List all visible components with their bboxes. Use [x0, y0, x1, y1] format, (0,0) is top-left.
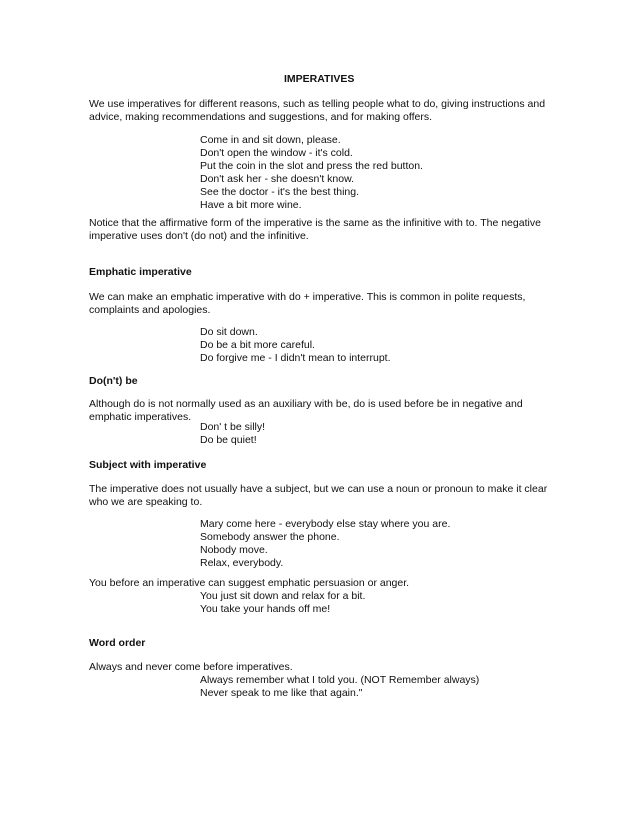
section-heading-emphatic: Emphatic imperative [89, 266, 192, 278]
subject-you-examples [200, 590, 365, 616]
example-line: Put the coin in the slot and press the red button. [200, 160, 423, 172]
notice-paragraph: Notice that the affirmative form of the imperative is the same as the infinitive with to. The negative imperative uses don't (do not) and the infinitive. [89, 217, 541, 242]
subject-examples [200, 518, 450, 570]
example-line: Do be a bit more careful. [200, 339, 315, 351]
dont-be-examples [200, 421, 265, 447]
section-text-dont-be: Although do is not normally used as an auxiliary with be, do is used before be in negative and emphatic imperatives. [89, 398, 523, 423]
section-text-emphatic: We can make an emphatic imperative with do + imperative. This is common in polite requests, complaints and apologies. [89, 291, 526, 316]
section-heading-dont-be: Do(n't) be [89, 375, 138, 387]
example-line: Mary come here - everybody else stay where you are. [200, 518, 451, 530]
word-order-examples [200, 674, 479, 700]
example-line: Don't ask her - she doesn't know. [200, 173, 355, 185]
example-line: You just sit down and relax for a bit. [200, 590, 366, 602]
example-line: Relax, everybody. [200, 557, 284, 569]
example-line: You take your hands off me! [200, 603, 331, 615]
example-line: See the doctor - it's the best thing. [200, 186, 360, 198]
page-title: IMPERATIVES [284, 73, 355, 85]
example-line: Don' t be silly! [200, 421, 266, 433]
example-line: Come in and sit down, please. [200, 134, 341, 146]
section-heading-word-order: Word order [89, 637, 146, 649]
example-line: Don't open the window - it's cold. [200, 147, 353, 159]
example-line: Do sit down. [200, 326, 258, 338]
example-line: Have a bit more wine. [200, 199, 302, 211]
intro-examples [200, 134, 423, 212]
example-line: Do forgive me - I didn't mean to interrupt. [200, 352, 391, 364]
example-line: Do be quiet! [200, 434, 257, 446]
section-text-subject: The imperative does not usually have a subject, but we can use a noun or pronoun to make it clear who we are speaking to. [89, 483, 548, 508]
section-text-subject-you: You before an imperative can suggest emphatic persuasion or anger. [89, 577, 410, 589]
intro-paragraph: We use imperatives for different reasons, such as telling people what to do, giving instructions and advice, making recommendations and suggestions, and for making offers. [89, 98, 546, 123]
example-line: Somebody answer the phone. [200, 531, 340, 543]
example-line: Never speak to me like that again." [200, 687, 363, 699]
example-line: Always remember what I told you. (NOT Remember always) [200, 674, 480, 686]
section-text-word-order: Always and never come before imperatives. [89, 661, 293, 673]
section-heading-subject: Subject with imperative [89, 459, 207, 471]
example-line: Nobody move. [200, 544, 268, 556]
emphatic-examples [200, 326, 391, 365]
